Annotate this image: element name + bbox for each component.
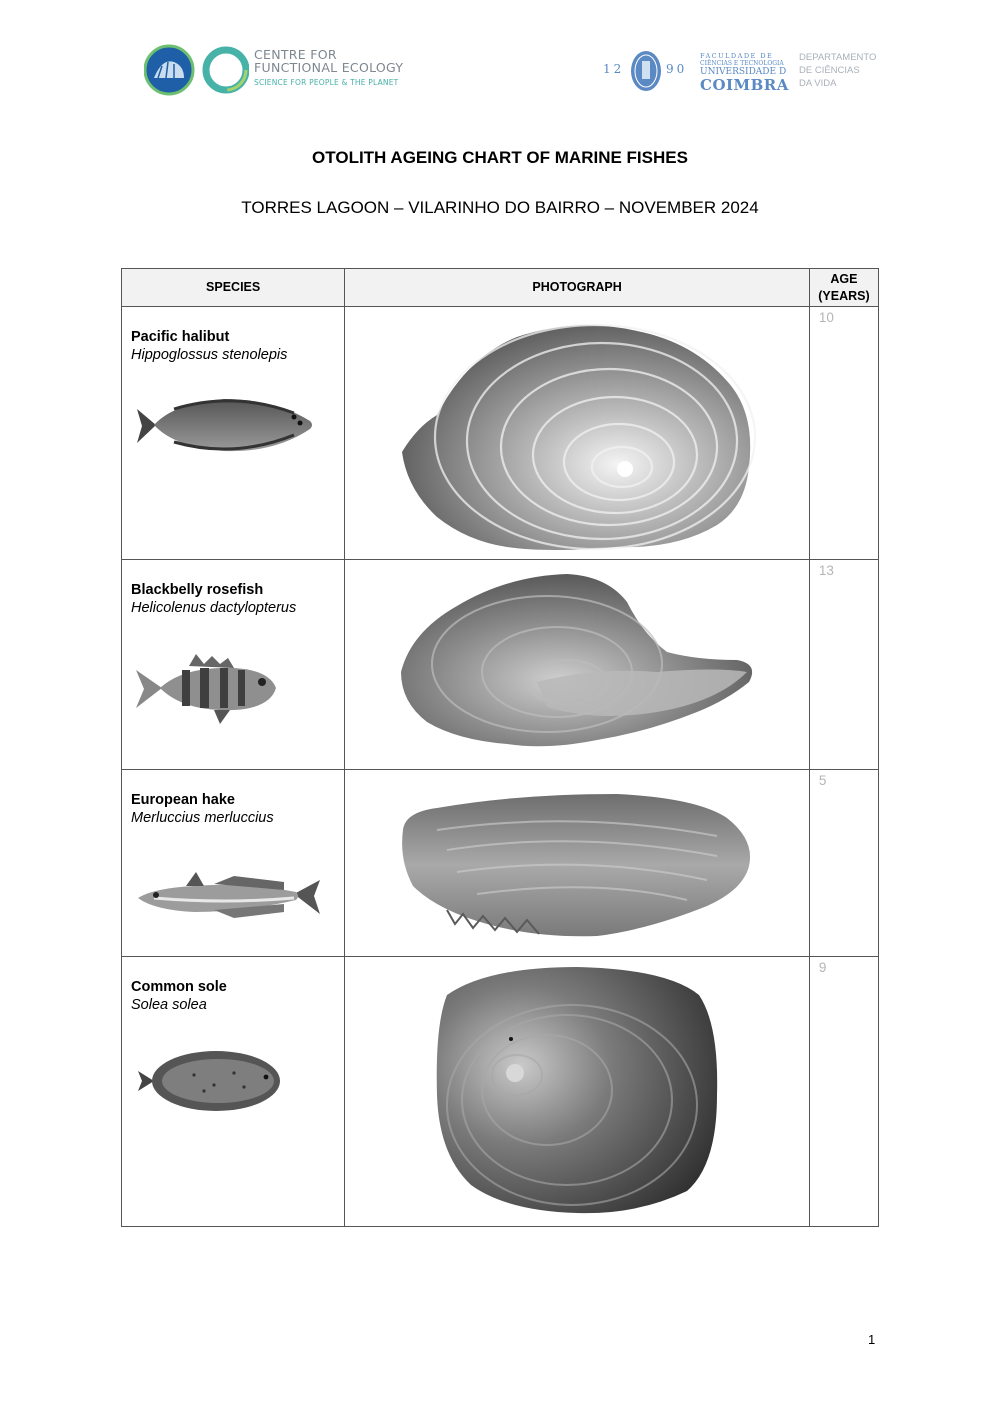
scientific-name: Hippoglossus stenolepis <box>131 347 288 363</box>
species-cell <box>122 957 345 1227</box>
age-value: 10 <box>818 310 834 325</box>
scientific-name: Solea solea <box>131 997 207 1013</box>
common-name: European hake <box>131 792 235 808</box>
age-cell <box>809 957 878 1227</box>
header-species: SPECIES <box>122 269 345 307</box>
age-cell <box>809 770 878 957</box>
uc-seal-icon <box>630 49 662 93</box>
species-cell <box>122 560 345 770</box>
uc-faculty-line3: UNIVERSIDADE D <box>700 67 787 77</box>
table-row <box>122 957 879 1227</box>
cfe-name-line1: CENTRE FOR <box>254 47 337 62</box>
age-value: 9 <box>818 960 827 975</box>
uc-dept-line3: DA VIDA <box>799 78 837 89</box>
common-name: Blackbelly rosefish <box>131 582 264 598</box>
header-age-line1: AGE <box>830 271 858 286</box>
sole-icon <box>134 1045 284 1117</box>
rosefish-icon <box>134 652 284 730</box>
photo-cell <box>345 957 810 1227</box>
rosefish-otolith <box>397 572 757 750</box>
scientific-name: Helicolenus dactylopterus <box>131 600 297 616</box>
hake-icon <box>134 868 324 928</box>
photo-cell <box>345 307 810 560</box>
photo-cell <box>345 560 810 770</box>
table-row <box>122 770 879 957</box>
age-value: 13 <box>818 563 834 578</box>
page-number: 1 <box>868 1332 876 1347</box>
halibut-icon <box>134 387 319 467</box>
uc-faculty-line1: FACULDADE DE <box>700 52 774 60</box>
table-header-row <box>122 269 879 307</box>
uc-faculty-line2: CIÊNCIAS E TECNOLOGIA <box>700 60 784 67</box>
header-photograph: PHOTOGRAPH <box>345 269 810 307</box>
uc-dept-line1: DEPARTAMENTO <box>799 52 877 63</box>
age-cell <box>809 560 878 770</box>
uc-logo <box>600 46 880 96</box>
photo-cell <box>345 770 810 957</box>
halibut-otolith <box>397 317 757 557</box>
uc-year-right: 90 <box>666 62 688 76</box>
sole-otolith <box>427 965 727 1217</box>
species-cell <box>122 307 345 560</box>
cfe-name-line2: FUNCTIONAL ECOLOGY <box>254 60 404 75</box>
age-cell <box>809 307 878 560</box>
age-value: 5 <box>818 773 827 788</box>
cfe-emblem-icon <box>144 44 249 96</box>
cfe-logo <box>144 44 414 96</box>
uc-faculty-line4: COIMBRA <box>700 76 789 94</box>
species-cell <box>122 770 345 957</box>
header-age-line2: (YEARS) <box>818 288 870 303</box>
ageing-table <box>121 268 879 1227</box>
common-name: Common sole <box>131 979 227 995</box>
common-name: Pacific halibut <box>131 329 230 345</box>
document-subtitle: TORRES LAGOON – VILARINHO DO BAIRRO – NOVEMBER 2024 <box>241 198 759 217</box>
scientific-name: Merluccius merluccius <box>131 810 274 826</box>
table-row <box>122 560 879 770</box>
table-row <box>122 307 879 560</box>
uc-year-left: 12 <box>603 62 625 76</box>
hake-otolith <box>397 790 757 940</box>
cfe-tagline: SCIENCE FOR PEOPLE & THE PLANET <box>254 78 399 87</box>
document-title: OTOLITH AGEING CHART OF MARINE FISHES <box>312 148 688 167</box>
uc-dept-line2: DE CIÊNCIAS <box>799 65 860 76</box>
header-age <box>809 269 878 307</box>
